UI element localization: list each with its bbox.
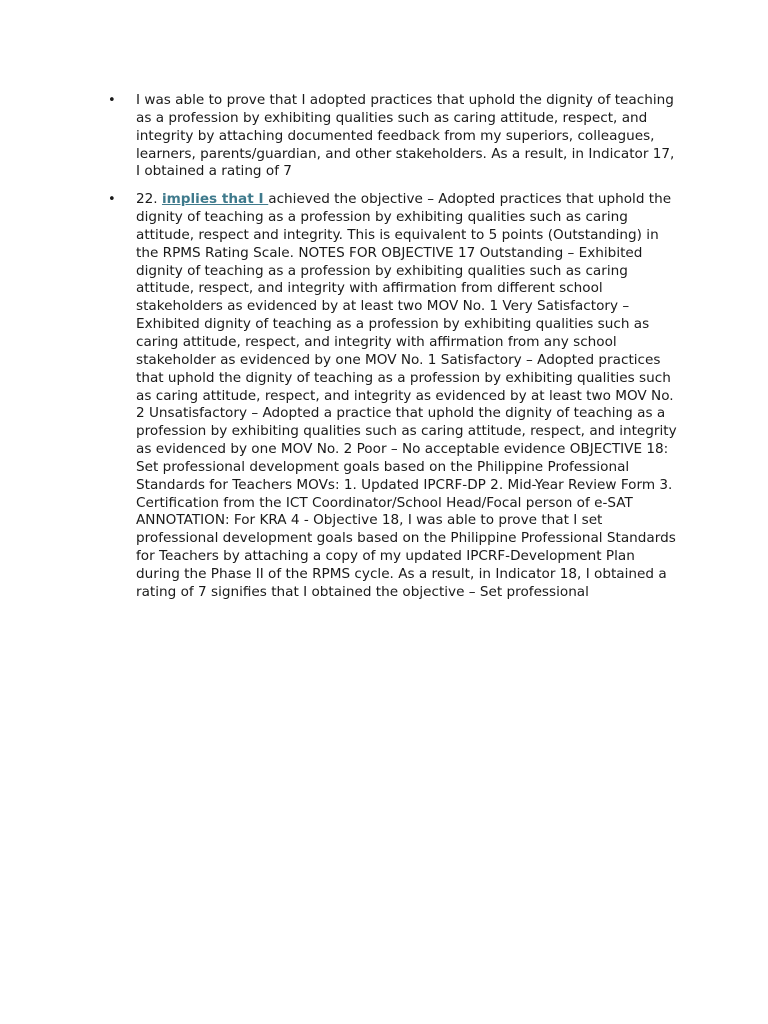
list-item — [108, 92, 680, 181]
paragraph-prefix: 22. — [136, 191, 162, 208]
inline-link[interactable]: implies that I — [161, 191, 269, 208]
bullet-marker: • — [108, 93, 116, 108]
list-item — [108, 191, 680, 601]
paragraph-text: achieved the objective – Adopted practices that uphold the dignity of teaching as a profession by exhibiting qualities such as caring attitude, respect and integrity. This is equivalent to 5 points (Outstanding) in the RPMS Rating Scale. NOTES FOR OBJECTIVE 17 Outstanding – Exhibited dignity of teaching as a profession by exhibiting qualities such as caring attitude, respect, and integrity with affirmation from different school stakeholders as evidenced by at least two MOV No. 1 Very Satisfactory – Exhibited dignity of teaching as a profession by exhibiting qualities such as caring attitude, respect, and integrity with affirmation from any school stakeholder as evidenced by one MOV No. 1 Satisfactory – Adopted practices that uphold the dignity of teaching as a profession by exhibiting qualities such as caring attitude, respect, and integrity as evidenced by at least two MOV No. 2 Unsatisfactory – Adopted a practice that uphold the dignity of teaching as a profession by exhibiting qualities such as caring attitude, respect, and integrity as evidenced by one MOV No. 2 Poor – No acceptable evidence OBJECTIVE 18: Set professional development goals based on the Philippine Professional Standards for Teachers MOVs: 1. Updated IPCRF-DP 2. Mid-Year Review Form 3. Certification from the ICT Coordinator/School Head/Focal person of e-SAT ANNOTATION: For KRA 4 - Objective 18, I was able to prove that I set professional development goals based on the Philippine Professional Standards for Teachers by attaching a copy of my updated IPCRF-Development Plan during the Phase II of the RPMS cycle. As a result, in Indicator 18, I obtained a rating of 7 signifies that I obtained the objective – Set professional — [136, 191, 677, 600]
bullet-marker: • — [108, 192, 116, 208]
paragraph-text: I was able to prove that I adopted practices that uphold the dignity of teaching as a profession by exhibiting qualities such as caring attitude, respect, and integrity by attaching documented feedback from my superiors, colleagues, learners, parents/guardian, and other stakeholders. As a result, in Indicator 17, I obtained a rating of 7 — [136, 92, 675, 180]
bullet-list — [108, 92, 680, 612]
